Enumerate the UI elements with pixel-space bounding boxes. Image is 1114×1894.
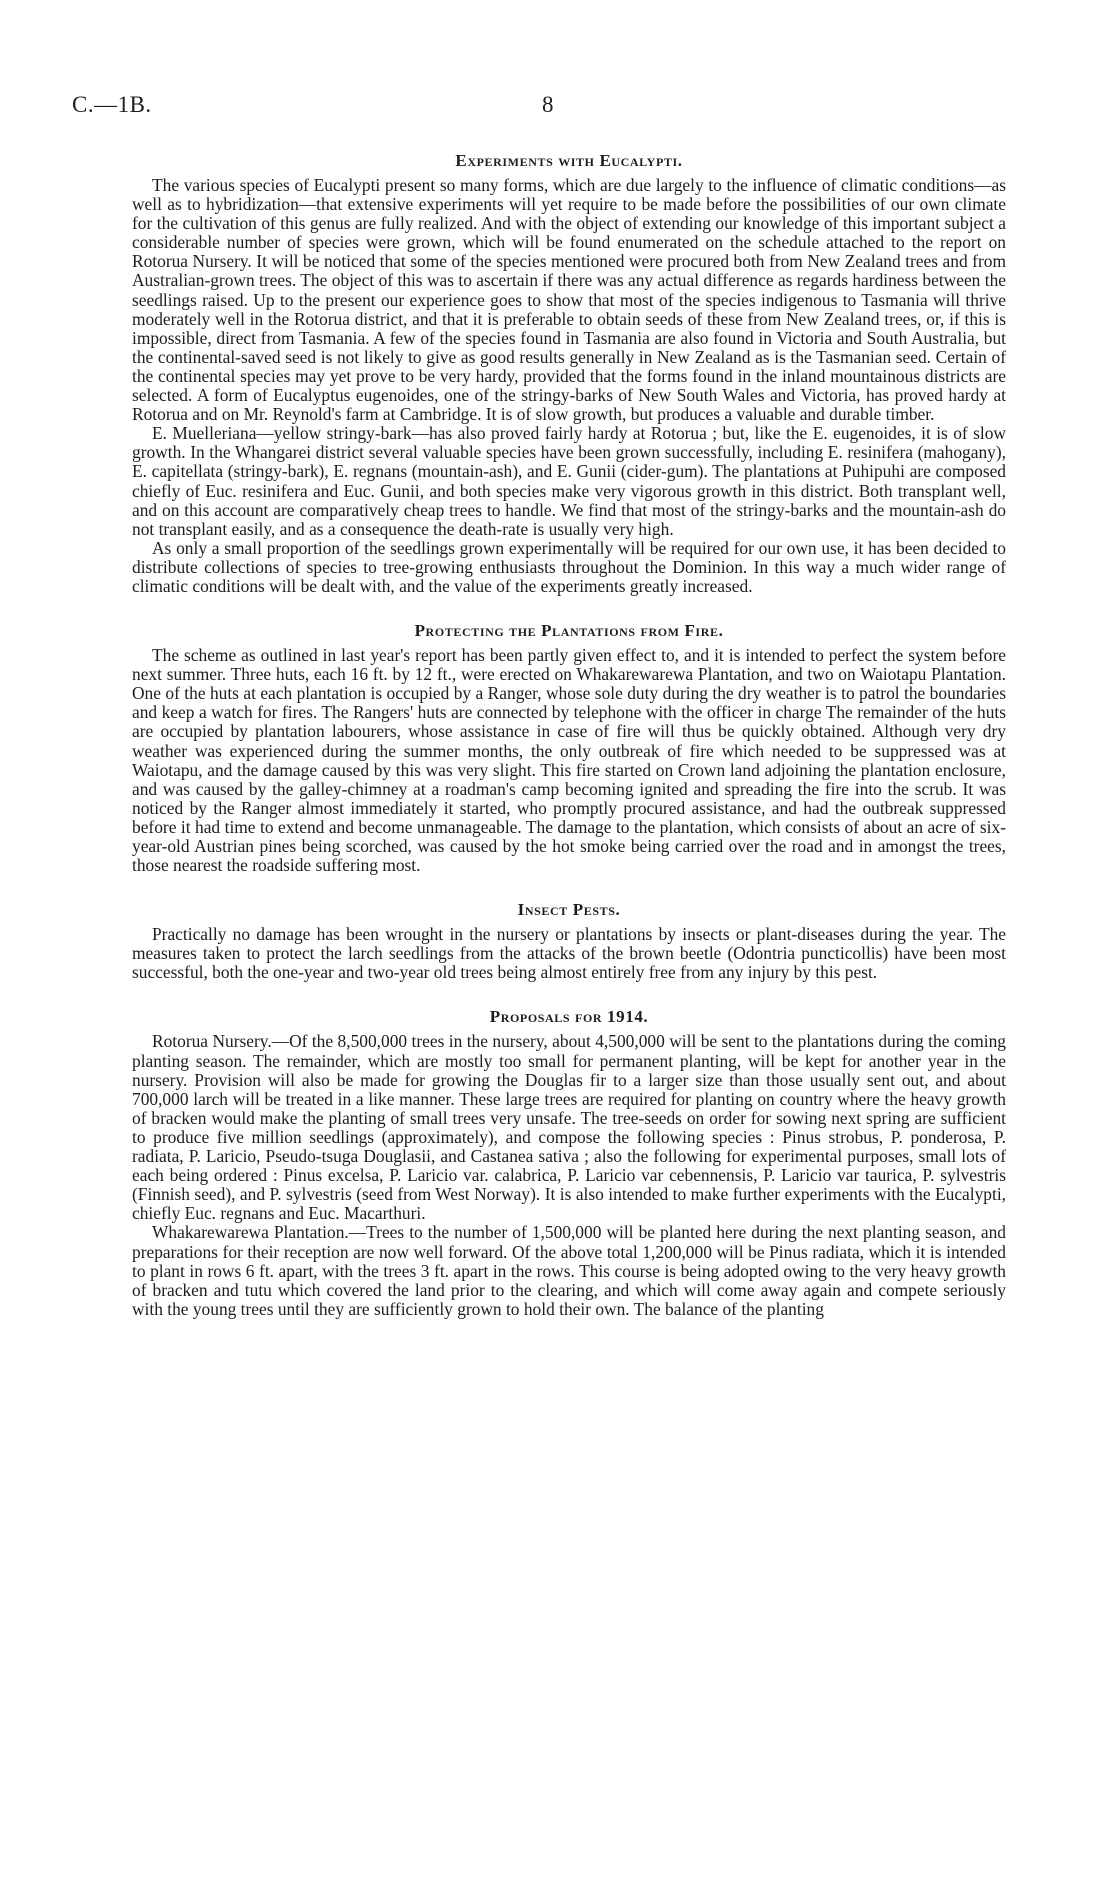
section-title: Protecting the Plantations from Fire. xyxy=(414,621,724,641)
page-number: 8 xyxy=(542,92,554,117)
section-title: Experiments with Eucalypti. xyxy=(455,151,683,170)
section-experiments xyxy=(132,150,1006,596)
document-reference: C.—1B. xyxy=(72,92,152,117)
page-body xyxy=(132,150,1006,1319)
paragraph: Whakarewarewa Plantation.—Trees to the number of 1,500,000 will be planted here during the next planting season, and preparations for their reception are now well forward. Of the above total 1,200,000 will be Pinus radiata, which it is intended to plant in rows 6 ft. apart, with the trees 3 ft. apart in the rows. This course is being adopted owing to the very heavy growth of bracken and tutu which covered the land prior to the clearing, and which will come away again and compete seriously with the young trees until they are sufficiently grown to hold their own. The balance of the planting xyxy=(132,1222,1006,1319)
paragraph: As only a small proportion of the seedlings grown experimentally will be required for our own use, it has been decided to distribute collections of species to tree-growing enthusiasts throughout the Dominion. In this way a much wider range of climatic conditions will be dealt with, and the value of the experiments greatly increased. xyxy=(132,537,1006,596)
page-header xyxy=(72,92,1072,132)
section-title: Proposals for 1914. xyxy=(489,1007,649,1027)
paragraph: The various species of Eucalypti present so many forms, which are due largely to the influence of climatic conditions—as well as to hybridization—that extensive experiments will yet require to be made before the possibilities of our own climate for the cultivation of this genus are fully realized. And with the object of extending our knowledge of this important subject a considerable number of species were grown, which will be found enumerated on the schedule attached to the report on Rotorua Nursery. It will be noticed that some of the species mentioned were procured both from New Zealand trees and from Australian-grown trees. The object of this was to ascertain if there was any actual difference as regards hardiness between the seedlings raised. Up to the present our experience goes to show that most of the species indigenous to Tasmania will thrive moderately well in the Rotorua district, and that it is preferable to obtain seeds of these from New Zealand trees, or, if this is impossible, direct from Tasmania. A few of the species found in Tasmania are also found in Victoria and South Australia, but the continental-saved seed is not likely to give as good results generally in New Zealand as is the Tasmanian seed. Certain of the continental species may yet prove to be very hardy, provided that the forms found in the inland mountainous districts are selected. A form of Eucalyptus eugenoides, one of the stringy-barks of New South Wales and Victoria, has proved hardy at Rotorua and on Mr. Reynold's farm at Cambridge. It is of slow growth, but produces a valuable and durable timber. xyxy=(132,175,1006,425)
paragraph: Practically no damage has been wrought in the nursery or plantations by insects or plant-diseases during the year. The measures taken to protect the larch seedlings from the attacks of the brown beetle (Odontria puncticollis) have been most successful, both the one-year and two-year old trees being almost entirely free from any injury by this pest. xyxy=(132,924,1006,983)
section-fire-protection xyxy=(132,620,1006,875)
section-insect-pests xyxy=(132,899,1006,982)
paragraph: E. Muelleriana—yellow stringy-bark—has also proved fairly hardy at Rotorua ; but, like the E. eugenoides, it is of slow growth. In the Whangarei district several valuable species have been grown successfully, including E. resinifera (mahogany), E. capitellata (stringy-bark), E. regnans (mountain-ash), and E. Gunii (cider-gum). The plantations at Puhipuhi are composed chiefly of Euc. resinifera and Euc. Gunii, and both species make very vigorous growth in this district. Both transplant well, and on this account are comparatively cheap trees to handle. We find that most of the stringy-barks and the mountain-ash do not transplant easily, and as a consequence the death-rate is usually very high. xyxy=(132,423,1006,539)
paragraph: The scheme as outlined in last year's report has been partly given effect to, and it is intended to perfect the system before next summer. Three huts, each 16 ft. by 12 ft., were erected on Whakarewarewa Plantation, and two on Waiotapu Plantation. One of the huts at each plantation is occupied by a Ranger, whose sole duty during the dry weather is to patrol the boundaries and keep a watch for fires. The Rangers' huts are connected by telephone with the officer in charge The remainder of the huts are occupied by plantation labourers, whose assistance in case of fire will thus be quickly obtained. Although very dry weather was experienced during the summer months, the only outbreak of fire which needed to be suppressed was at Waiotapu, and the damage caused by this was very slight. This fire started on Crown land adjoining the plantation enclosure, and was caused by the galley-chimney at a roadman's camp becoming ignited and spreading the fire into the scrub. It was noticed by the Ranger almost immediately it started, who promptly procured assistance, and had the outbreak suppressed before it had time to extend and become unmanageable. The damage to the plantation, which consists of about an acre of six-year-old Austrian pines being scorched, was caused by the hot smoke being carried over the road and in amongst the trees, those nearest the roadside suffering most. xyxy=(132,645,1006,876)
section-proposals xyxy=(132,1006,1006,1318)
section-title: Insect Pests. xyxy=(517,900,621,920)
paragraph: Rotorua Nursery.—Of the 8,500,000 trees in the nursery, about 4,500,000 will be sent to the plantations during the coming planting season. The remainder, which are mostly too small for permanent planting, will be kept for another year in the nursery. Provision will also be made for growing the Douglas fir to a larger size than those usually sent out, and about 700,000 larch will be treated in a like manner. These large trees are required for planting on country where the heavy growth of bracken would make the planting of small trees very unsafe. The tree-seeds on order for sowing next spring are sufficient to produce five million seedlings (approximately), and compose the following species : Pinus strobus, P. ponderosa, P. radiata, P. Laricio, Pseudo-tsuga Douglasii, and Castanea sativa ; also the following for experimental purposes, small lots of each being ordered : Pinus excelsa, P. Laricio var. calabrica, P. Laricio var cebennensis, P. Laricio var taurica, P. sylvestris (Finnish seed), and P. sylvestris (seed from West Norway). It is also intended to make further experiments with the Eucalypti, chiefly Euc. regnans and Euc. Macarthuri. xyxy=(132,1031,1006,1224)
